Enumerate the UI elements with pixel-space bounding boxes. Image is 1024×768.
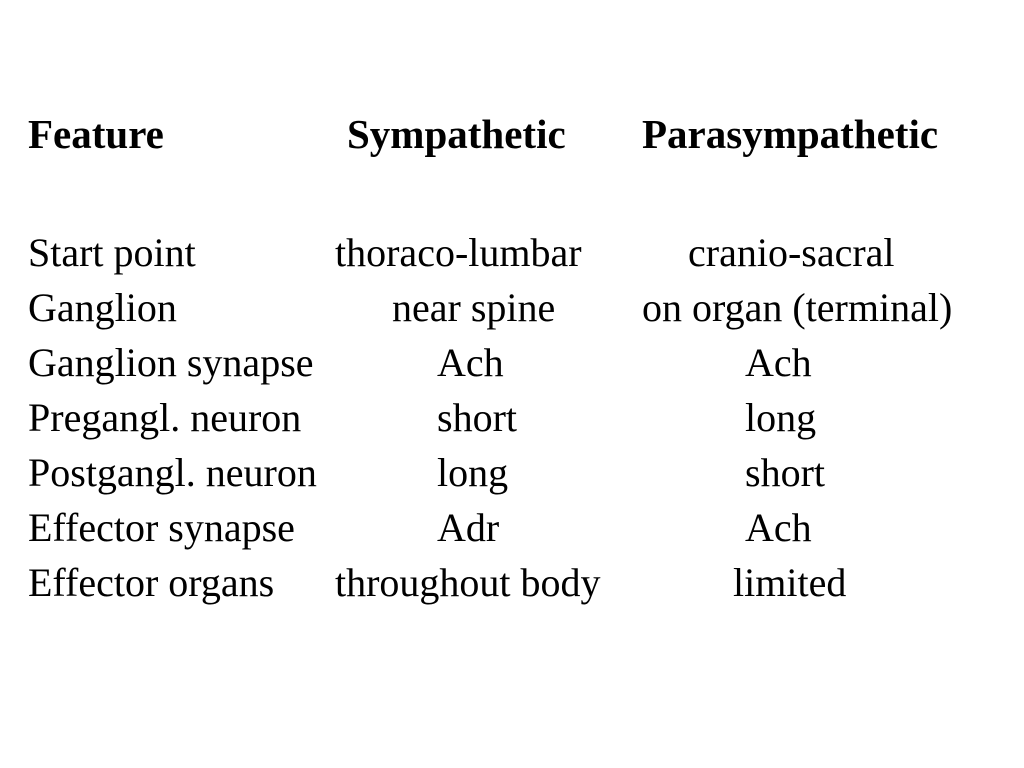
row-feature: Postgangl. neuron [28,450,317,495]
row-feature: Ganglion [28,285,177,330]
header-feature: Feature [28,111,164,157]
row-feature: Pregangl. neuron [28,395,302,440]
header-sympathetic: Sympathetic [347,111,566,157]
row-sympathetic: near spine [392,285,556,330]
row-parasympathetic: cranio-sacral [688,230,895,275]
row-feature: Effector synapse [28,505,295,550]
row-parasympathetic: Ach [745,505,812,550]
row-parasympathetic: short [745,450,825,495]
row-parasympathetic: on organ (terminal) [642,285,953,330]
row-parasympathetic: Ach [745,340,812,385]
row-sympathetic: short [437,395,517,440]
row-sympathetic: throughout body [335,560,601,605]
row-parasympathetic: limited [733,560,847,605]
row-feature: Effector organs [28,560,275,605]
row-parasympathetic: long [745,395,817,440]
row-sympathetic: long [437,450,509,495]
header-parasympathetic: Parasympathetic [642,111,939,157]
row-feature: Start point [28,230,196,275]
row-sympathetic: Ach [437,340,504,385]
row-sympathetic: Adr [437,505,500,550]
row-feature: Ganglion synapse [28,340,314,385]
row-sympathetic: thoraco-lumbar [335,230,582,275]
